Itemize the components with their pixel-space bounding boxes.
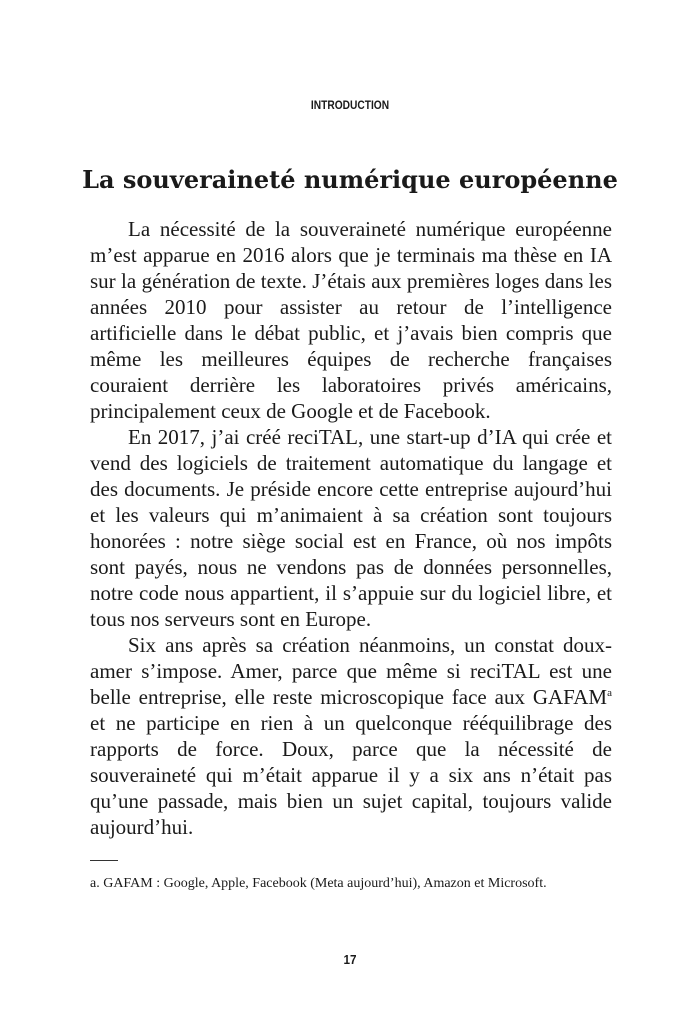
paragraph-3-part-2: et ne participe en rien à un quelconque rééquilibrage des rapports de force. Doux, parce que la nécessité de souveraineté qui m’était apparue il y a six ans n’était pas qu’une passade, mais bien un sujet capital, toujours valide aujourd’hui. <box>90 711 612 839</box>
paragraph-3-part-1: Six ans après sa création néanmoins, un constat doux-amer s’impose. Amer, parce que même si reciTAL est une belle entreprise, elle reste microscopique face aux GAFAM <box>90 633 612 709</box>
running-head: INTRODUCTION <box>310 98 390 112</box>
footnote-separator <box>90 860 118 861</box>
footnote: a. GAFAM : Google, Apple, Facebook (Meta aujourd’hui), Amazon et Microsoft. <box>90 876 547 891</box>
paragraph-3 <box>90 632 612 840</box>
paragraph-2: En 2017, j’ai créé reciTAL, une start-up d’IA qui crée et vend des logiciels de traitement automatique du langage et des documents. Je préside encore cette entreprise aujourd’hui et les valeurs qui m’animaient à sa création sont toujours honorées : notre siège social est en France, où nos impôts sont payés, nous ne vendons pas de données personnelles, notre code nous appartient, il s’appuie sur du logiciel libre, et tous nos serveurs sont en Europe. <box>90 425 612 631</box>
footnote-reference: a <box>607 687 612 699</box>
page-number: 17 <box>343 952 357 967</box>
body-text <box>90 216 612 840</box>
chapter-title: La souveraineté numérique européenne <box>82 165 618 194</box>
paragraph-1: La nécessité de la souveraineté numérique européenne m’est apparue en 2016 alors que je terminais ma thèse en IA sur la génération de texte. J’étais aux premières loges dans les années 2010 pour assister au retour de l’intelligence artificielle dans le débat public, et j’avais bien compris que même les meilleures équipes de recherche françaises couraient derrière les laboratoires privés américains, principalement ceux de Google et de Facebook. <box>90 217 612 423</box>
